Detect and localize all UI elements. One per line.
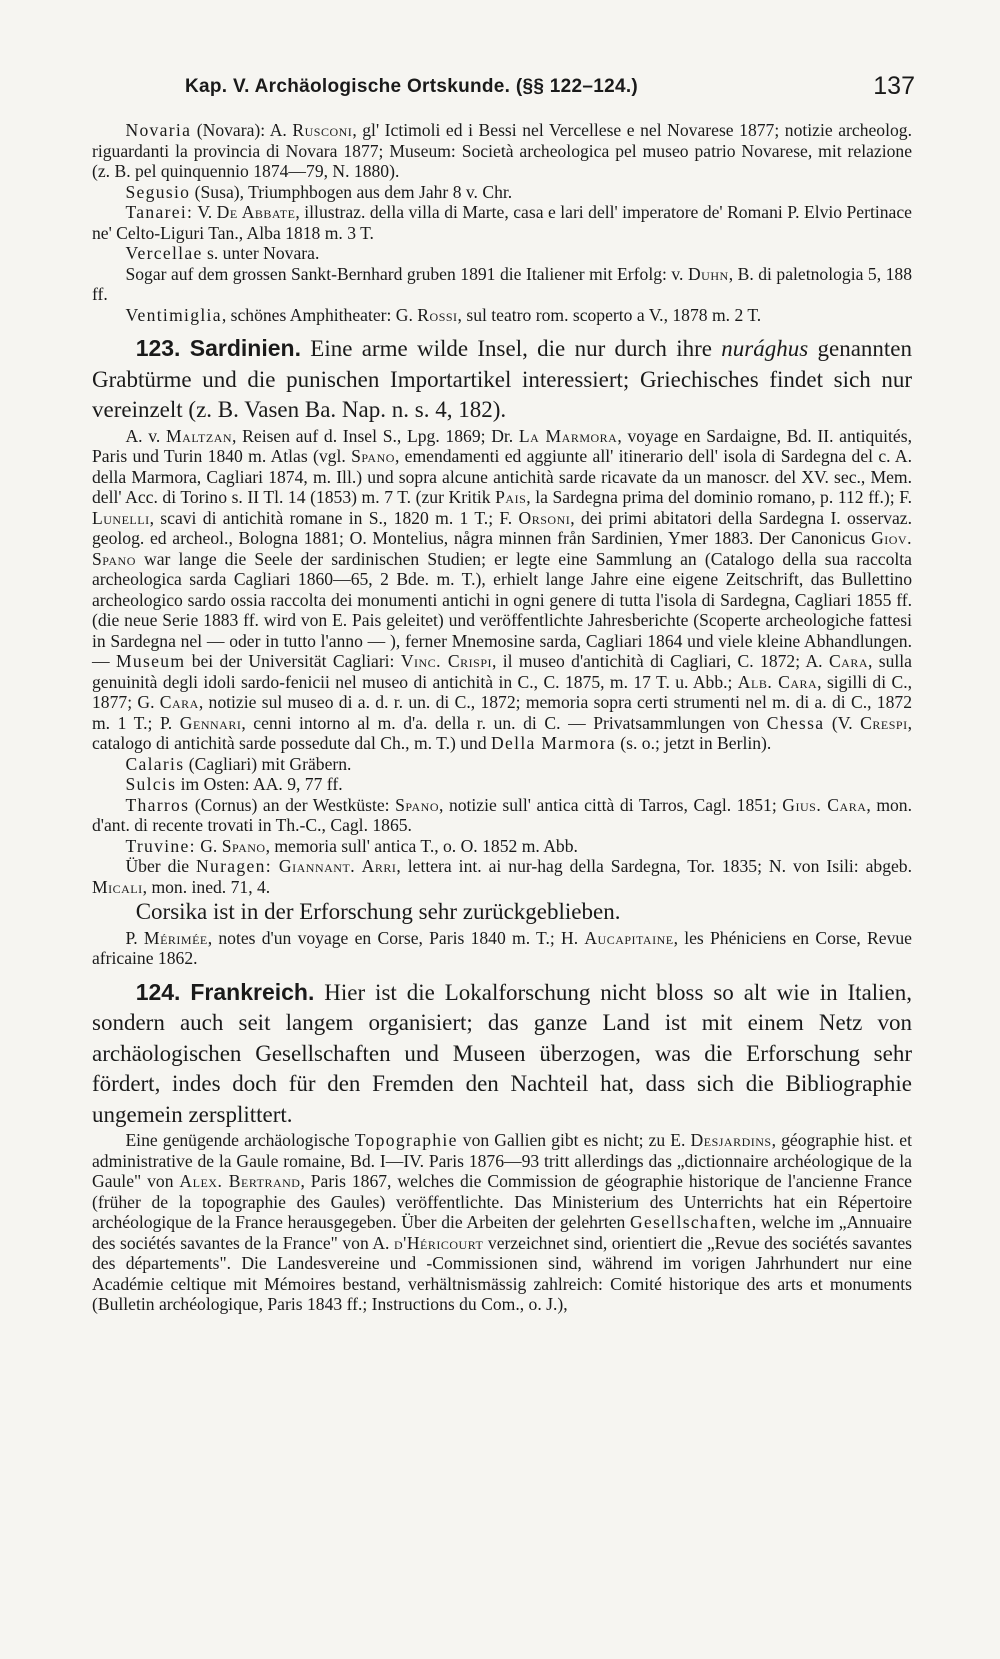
entry-truvine: Truvine: G. Spano, memoria sull' antica T., o. O. 1852 m. Abb. — [125, 835, 578, 856]
place-name: Vercellae — [125, 243, 203, 263]
place-name: Calaris — [125, 753, 185, 774]
entry-novaria: Novaria (Novara): A. Rusconi, gl' Ictimoli ed i Bessi nel Vercellese e nel Novarese 1877; notizie archeolog. riguardanti la provincia di Novara 1877; Museum: Società archeologica pel museo patrio Novarese, mit relazione (z. B. pel quinquennio 1874—79, N. 1880). — [92, 120, 912, 181]
place-name: Sulcis — [125, 774, 177, 794]
entry-tanarei: Tanarei: V. De Abbate, illustraz. della villa di Marte, casa e lari dell' imperatore de' Romani P. Elvio Pertinace ne' Celto-Liguri Tan., Alba 1818 m. 3 T. — [92, 202, 912, 243]
corsika-statement: Corsika ist in der Erforschung sehr zurückgeblieben. — [135, 899, 621, 924]
entry-nuragen: Über die Nuragen: Giannant. Arri, lettera int. ai nur-hag della Sardegna, Tor. 1835; N. von Isili: abgeb. Micali, mon. ined. 71, 4. — [92, 856, 912, 897]
place-name: Novaria — [125, 120, 192, 140]
entry-calaris: Calaris (Cagliari) mit Gräbern. — [125, 753, 352, 774]
section-124: 124. Frankreich. Hier ist die Lokalforschung nicht bloss so alt wie in Italien, sondern auch seit langem organisiert; das ganze Land ist mit einem Netz von archäologischen Gesellschaften und Museen überzogen, was die Erforschung sehr fördert, indes doch für den Fremden den Nachteil hat, dass sich die Bibliographie ungemein zersplittert. — [92, 978, 913, 1127]
author-name: Rossi — [417, 304, 458, 325]
place-name: Truvine: — [125, 835, 196, 856]
place-name: Tharros — [125, 794, 190, 815]
section-123: 123. Sardinien. Eine arme wilde Insel, die nur durch ihre nurághus genannten Grabtürme und die punischen Importartikel interessiert; Griechisches findet sich nur vereinzelt (z. B. Vasen Ba. Nap. n. s. 4, 182). — [92, 335, 913, 422]
entry-segusio: Segusio (Susa), Triumphbogen aus dem Jahr 8 v. Chr. — [125, 181, 513, 202]
entry-sankt-bernhard: Sogar auf dem grossen Sankt-Bernhard gruben 1891 die Italiener mit Erfolg: v. Duhn, B. di paletnologia 5, 188 ff. — [92, 263, 912, 304]
bibliography-corsika: P. Mérimée, notes d'un voyage en Corse, Paris 1840 m. T.; H. Aucapitaine, les Phéniciens en Corse, Revue africaine 1862. — [92, 927, 912, 968]
page-number: 137 — [873, 72, 915, 100]
section-number: 123. — [135, 335, 181, 361]
place-name: Nuragen: — [196, 856, 272, 876]
author-name: Duhn — [687, 263, 729, 284]
entry-vercellae: Vercellae s. unter Novara. — [125, 243, 320, 263]
author-name: Rusconi — [292, 120, 353, 140]
entry-sulcis: Sulcis im Osten: AA. 9, 77 ff. — [125, 774, 343, 794]
bibliography-sardinien: A. v. Maltzan, Reisen auf d. Insel S., Lpg. 1869; Dr. La Marmora, voyage en Sardaigne, Bd. II. antiquités, Paris und Turin 1840 m. Atlas (vgl. Spano, emendamenti ed aggiunte all' itinerario dell' isola di Sardegna del c. A. della Marmora, Cagliari 1874, m. Ill.) und sopra alcune antichità sarde ricavate da un manoscr. del XV. sec., Mem. dell' Acc. di Torino s. II Tl. 14 (1853) m. 7 T. (zur Kritik Pais, la Sardegna prima del dominio romano, p. 112 ff.); F. Lunelli, scavi di antichità romane in S., 1820 m. 1 T.; F. Orsoni, dei primi abitatori della Sardegna I. osservaz. geolog. ed archeol., Bologna 1881; O. Montelius, några minnen från Sardinien, Ymer 1883. Der Canonicus Giov. Spano war lange die Seele der sardinischen Studien; er legte eine Sammlung an (Catalogo della sua raccolta archeologica sarda Cagliari 1860—65, 2 Bde. m. T.), erhielt lange Jahre eine eigene Zeitschrift, das Bullettino archeologico sardo ossia raccolta dei monumenti antichi in ogni genere di tutta l'isola di Sardegna, Cagliari 1855 ff. (die neue Serie 1883 ff. wird von E. Pais geleitet) und veröffentlichte Jahresberichte (Scoperte archeologiche fattesi in Sardegna nel — oder in tutto l'anno — ), ferner Mnemosine sarda, Cagliari 1864 und viele kleine Abhandlungen. — Museum bei der Universität Cagliari: Vinc. Crispi, il museo d'antichità di Cagliari, C. 1872; A. Cara, sulla genuinità degli idoli sardo-fenicii nel museo di antichità in C., C. 1875, m. 17 T. u. Abb.; Alb. Cara, sigilli di C., 1877; G. Cara, notizie sul museo di a. d. r. un. di C., 1872; memoria sopra certi strumenti nel m. di a. di C., 1872 m. 1 T.; P. Gennari, cenni intorno al m. d'a. della r. un. di C. — Privatsammlungen von Chessa (V. Crespi, catalogo di antichità sarde possedute dal Ch., m. T.) und Della Marmora (s. o.; jetzt in Berlin). — [92, 425, 912, 753]
section-number: 124. — [135, 978, 181, 1005]
place-name: Tanarei: — [125, 202, 194, 222]
place-name: Segusio — [125, 181, 191, 202]
page-body — [92, 120, 912, 1315]
section-title: Sardinien. — [189, 335, 301, 361]
entry-tharros: Tharros (Cornus) an der Westküste: Spano, notizie sull' antica città di Tarros, Cagl. 1851; Gius. Cara, mon. d'ant. di recente trovati in Th.-C., Cagl. 1865. — [92, 794, 913, 835]
bibliography-frankreich: Eine genügende archäologische Topographie von Gallien gibt es nicht; zu E. Desjardins, géographie hist. et administrative de la Gaule romaine, Bd. I—IV. Paris 1876—93 tritt allerdings das „dictionnaire archéologique de la Gaule" von Alex. Bertrand, Paris 1867, welches die Commission de géographie historique de l'ancienne France (früher de la topographie des Gaules) veröffentlichte. Das Ministerium des Unterrichts hat ein Répertoire archéologique de la France herausgegeben. Über die Arbeiten der gelehrten Gesellschaften, welche im „Annuaire des sociétés savantes de la France" von A. d'Héricourt verzeichnet sind, orientiert die „Revue des sociétés savantes des départements". Die Landesvereine und -Commissionen sind, während im vorigen Jahrhundert nur eine Académie celtique mit Mémoires bestand, verhältnismässig zahlreich: Comité historique des arts et monuments (Bulletin archéologique, Paris 1843 ff.; Instructions du Com., o. J.), — [92, 1130, 913, 1314]
running-title: Kap. V. Archäologische Ortskunde. (§§ 122–124.) — [185, 76, 639, 97]
author-name: De Abbate — [216, 202, 296, 222]
entry-ventimiglia: Ventimiglia, schönes Amphitheater: G. Rossi, sul teatro rom. scoperto a V., 1878 m. 2 T. — [125, 304, 762, 325]
place-name: Ventimiglia — [125, 304, 222, 325]
section-title: Frankreich. — [190, 978, 315, 1005]
running-header — [90, 68, 915, 108]
